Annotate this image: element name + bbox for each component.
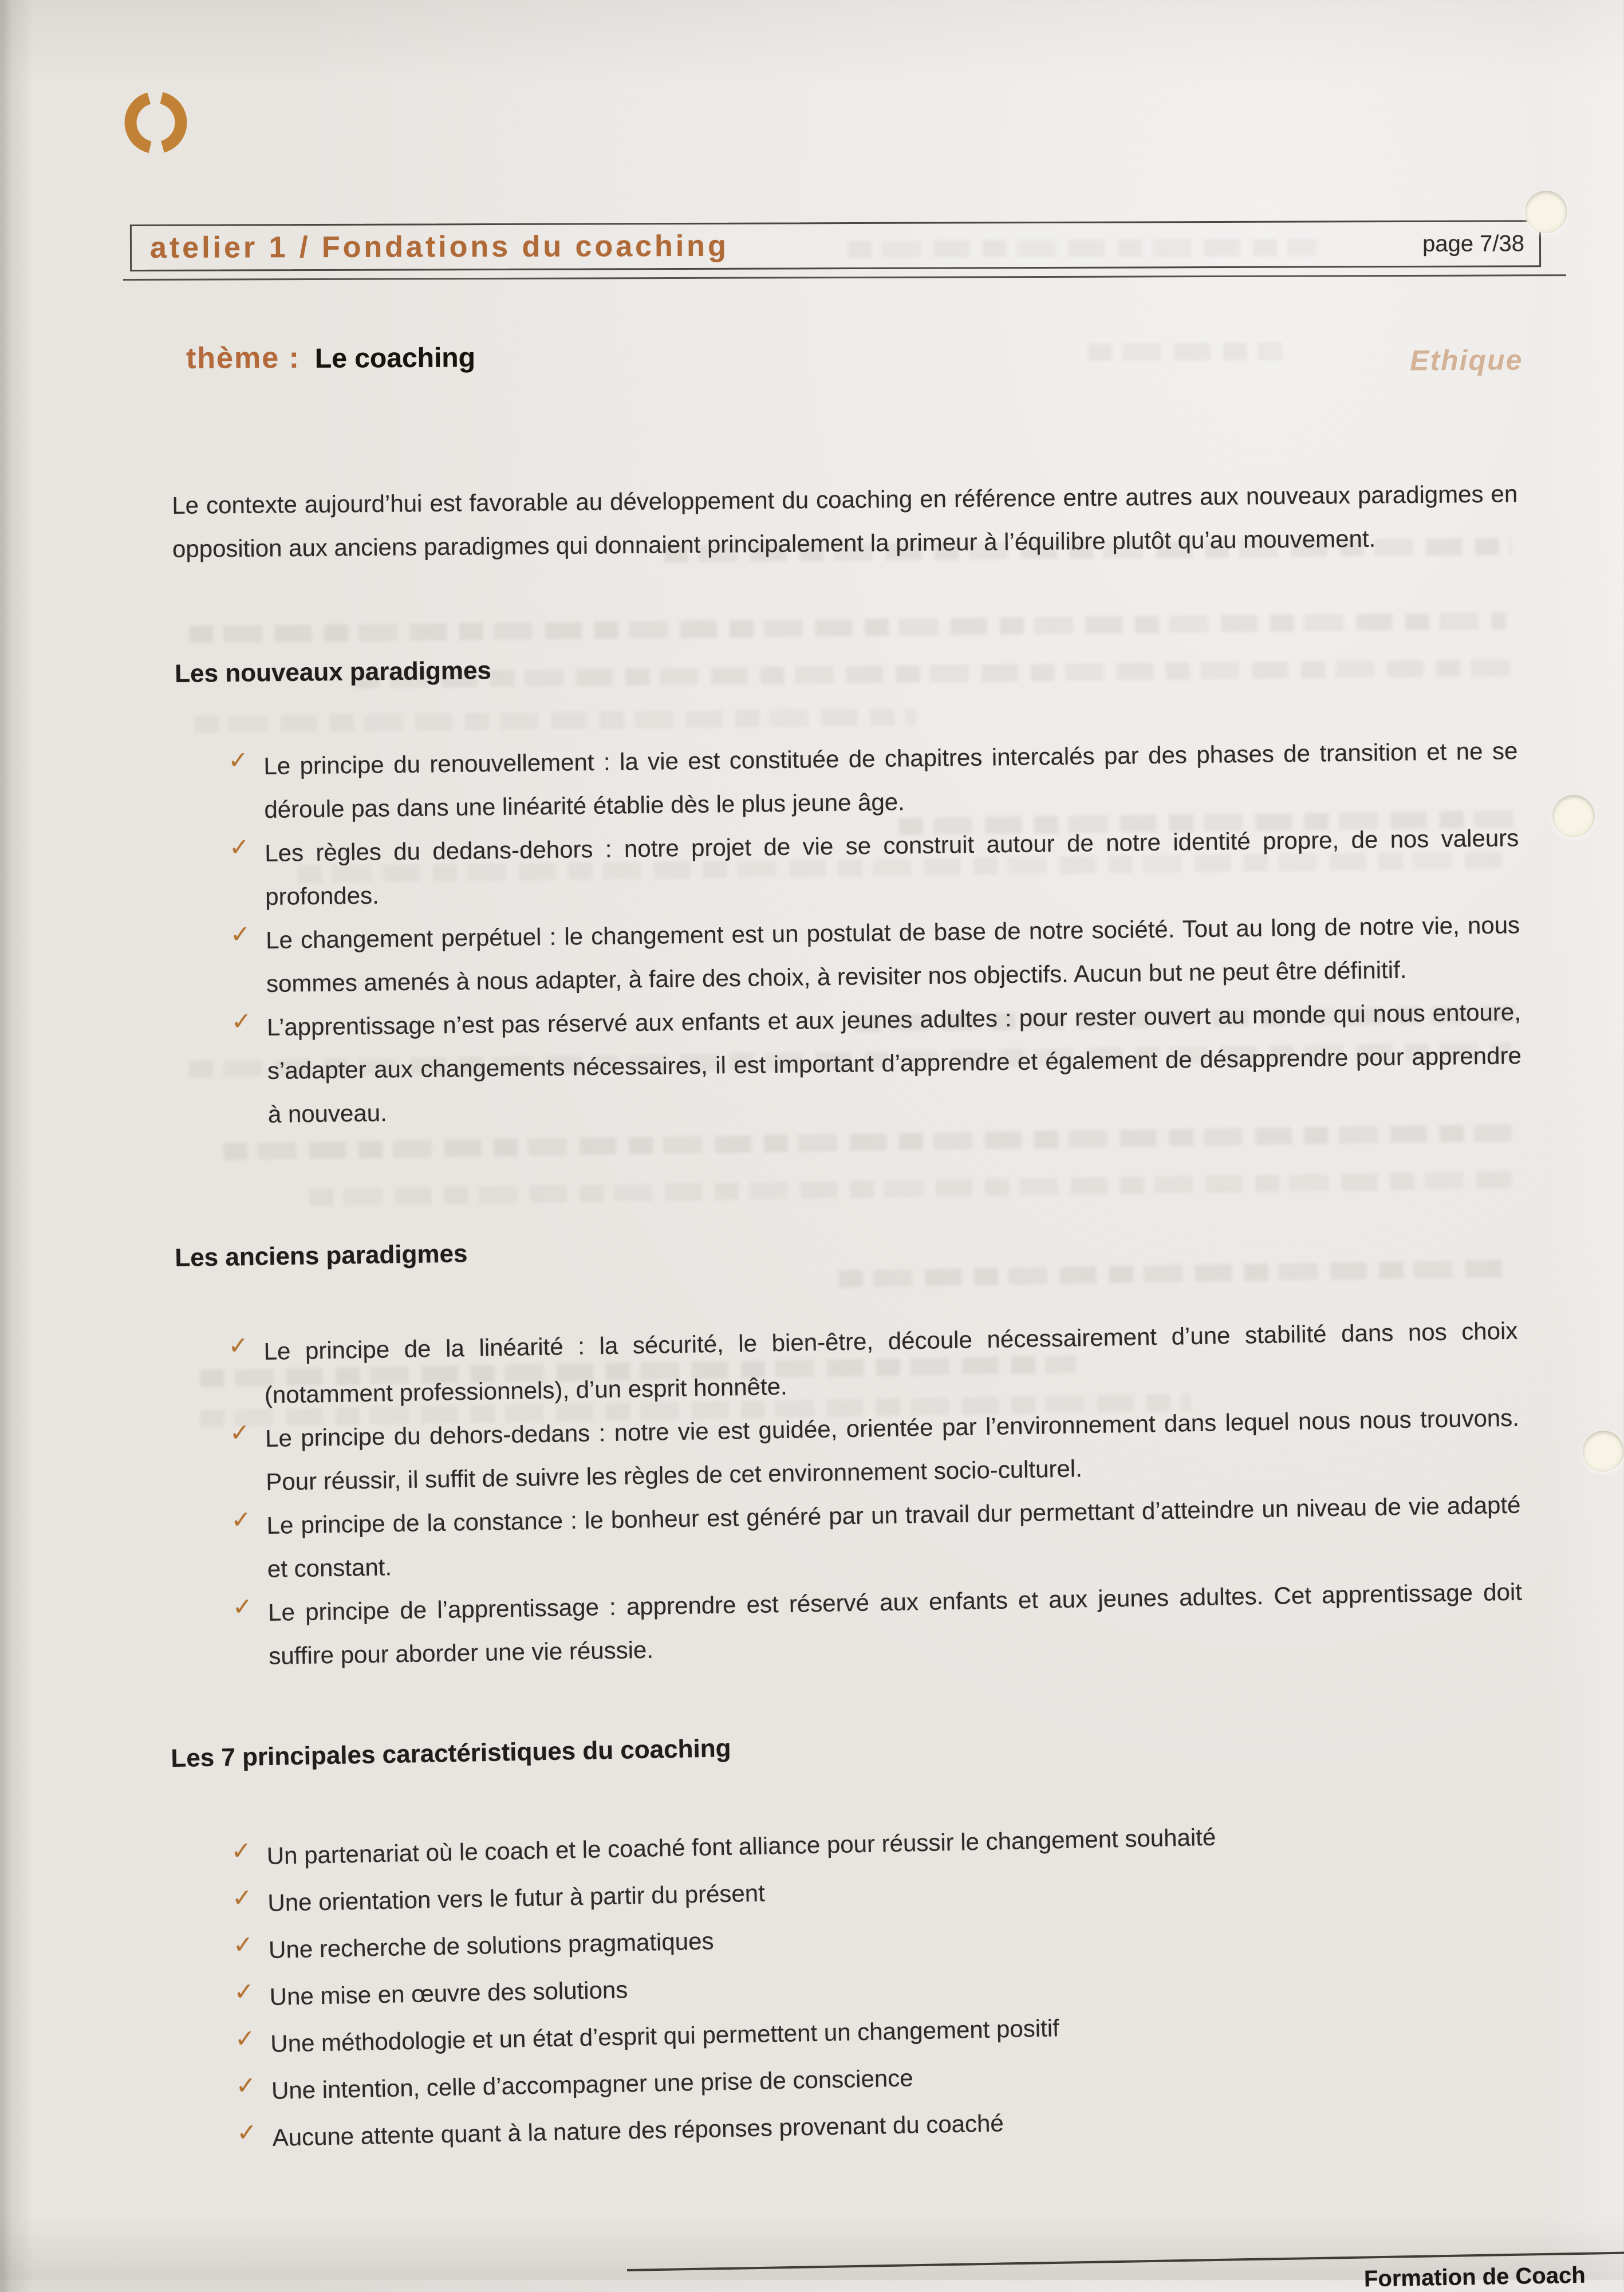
list-item-text: Aucune attente quant à la nature des réponses provenant du coaché [272, 2109, 1004, 2151]
list-item [231, 990, 1523, 1136]
check-icon: ✓ [232, 1931, 254, 1959]
bleedthrough-smudge [189, 612, 1506, 643]
list-item-text: Une orientation vers le futur à partir du présent [267, 1879, 766, 1916]
check-icon: ✓ [231, 1837, 252, 1865]
list-item-text: Une recherche de solutions pragmatiques [268, 1927, 714, 1963]
ethique-watermark: Ethique [1409, 344, 1523, 377]
bleedthrough-smudge [1088, 342, 1283, 361]
check-icon: ✓ [235, 2072, 257, 2100]
check-icon: ✓ [230, 920, 251, 948]
list-item-text: Une méthodologie et un état d’esprit qui permettent un changement positif [270, 2014, 1060, 2057]
list-item-text: Une intention, celle d’accompagner une prise de conscience [271, 2064, 913, 2104]
list-nouveaux-paradigmes [228, 729, 1522, 1136]
hole-punch [1525, 191, 1567, 233]
list-item [228, 816, 1520, 919]
list-item-text: Le principe du renouvellement : la vie est constituée de chapitres intercalés par des phases de transition et ne se déroule pas dans une linéarité établie dès le plus jeune âge. [263, 737, 1518, 823]
workshop-title: atelier 1 / Fondations du coaching [149, 229, 729, 265]
header-rule [123, 274, 1566, 281]
list-item-text: Les règles du dedans-dehors : notre projet de vie se construit autour de notre identité propre, de nos valeurs profondes. [265, 824, 1519, 910]
list-item-text: Le principe de la constance : le bonheur est généré par un travail dur permettant d’atteindre un niveau de vie adapté et constant. [266, 1491, 1521, 1582]
list-anciens-paradigmes [228, 1309, 1523, 1678]
bleedthrough-smudge [839, 1259, 1515, 1287]
section-heading-nouveaux-paradigmes: Les nouveaux paradigmes [175, 656, 492, 688]
broken-ring-logo-icon [120, 87, 191, 158]
bleedthrough-smudge [309, 1171, 1512, 1206]
theme-row [186, 340, 475, 376]
header-band [130, 220, 1541, 271]
section-heading-7-caracteristiques: Les 7 principales caractéristiques du coaching [171, 1734, 731, 1773]
hole-punch [1552, 795, 1595, 837]
list-item-text: Le principe de la linéarité : la sécurité, le bien-être, découle nécessairement d’une stabilité dans nos choix (notamment professionnels), d’un esprit honnête. [263, 1317, 1518, 1408]
check-icon: ✓ [228, 1332, 249, 1360]
bleedthrough-smudge [195, 708, 916, 733]
check-icon: ✓ [228, 833, 250, 861]
list-item-text: L’apprentissage n’est pas réservé aux enfants et aux jeunes adultes : pour rester ouvert au monde qui nous entoure, s’adapter aux changements nécessaires, il est important d’apprendre et également de désapprendre pour apprendre à nouveau. [266, 998, 1522, 1128]
intro-paragraph: Le contexte aujourd’hui est favorable au développement du coaching en référence entre autres aux nouveaux paradigmes en opposition aux anciens paradigmes qui donnaient principalement la primeur à l’équilibre plutôt qu’au mouvement. [172, 480, 1518, 562]
section-heading-anciens-paradigmes: Les anciens paradigmes [175, 1239, 468, 1272]
footer-label: Formation de Coach [1363, 2262, 1586, 2292]
check-icon: ✓ [234, 1978, 255, 2006]
check-icon: ✓ [229, 1419, 250, 1447]
list-item-text: Le changement perpétuel : le changement est un postulat de base de notre société. Tout au long de notre vie, nous sommes amenés à nous adapter, à faire des choix, à revisiter nos objectifs. Aucun but ne peut être définitif. [265, 911, 1520, 997]
check-icon: ✓ [228, 746, 249, 774]
theme-value: Le coaching [314, 342, 476, 374]
list-item [228, 729, 1519, 832]
theme-label: thème : [186, 341, 301, 375]
hole-punch [1583, 1431, 1624, 1472]
list-item-text: Le principe de l’apprentissage : apprendre est réservé aux enfants et aux jeunes adultes. Cet apprentissage doit suffire pour aborder une vie réussie. [267, 1578, 1523, 1669]
check-icon: ✓ [231, 1007, 252, 1035]
list-item [230, 903, 1521, 1006]
check-icon: ✓ [231, 1506, 252, 1533]
check-icon: ✓ [232, 1593, 253, 1620]
list-7-caracteristiques [231, 1807, 1532, 2161]
check-icon: ✓ [234, 2025, 255, 2053]
check-icon: ✓ [236, 2118, 258, 2147]
check-icon: ✓ [231, 1884, 253, 1912]
list-item-text: Une mise en œuvre des solutions [269, 1976, 628, 2010]
bleedthrough-smudge [355, 659, 1512, 688]
list-item-text: Le principe du dehors-dedans : notre vie est guidée, orientée par l’environnement dans lequel nous nous trouvons. Pour réussir, il suffit de suivre les règles de cet environnement socio-culturel. [265, 1404, 1520, 1495]
list-item-text: Un partenariat où le coach et le coaché font alliance pour réussir le changement souhaité [266, 1823, 1216, 1869]
page-number: page 7/38 [1422, 230, 1525, 257]
